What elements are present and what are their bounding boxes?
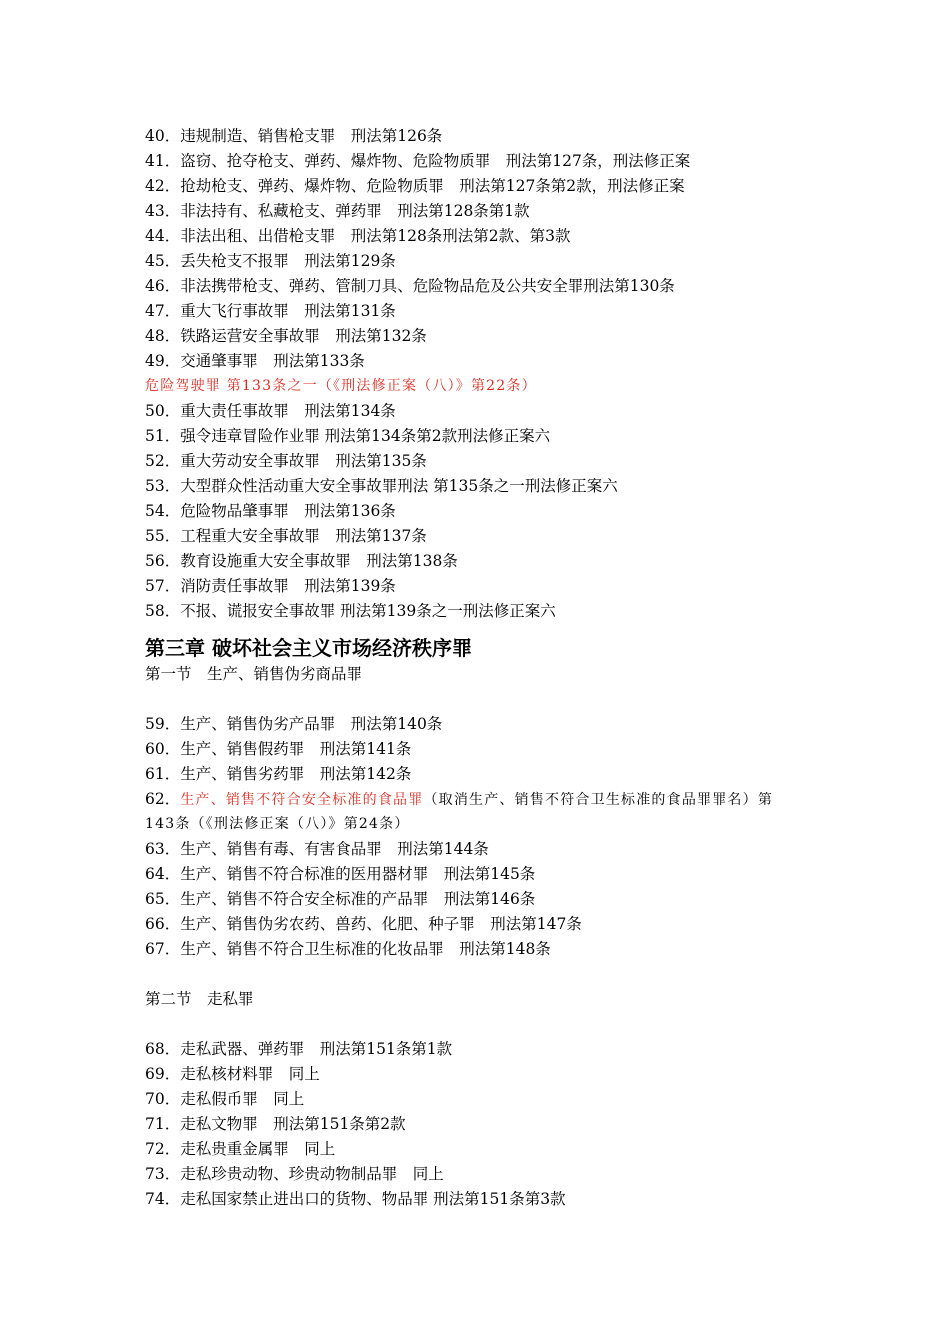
list-item-62-continuation: 143条（《刑法修正案（八）》第24条） (145, 816, 410, 832)
section-title: 第一节 生产、销售伪劣商品罪 (145, 665, 363, 683)
list-item: 49．交通肇事罪 刑法第133条 (145, 352, 365, 370)
section-title: 第二节 走私罪 (145, 990, 254, 1008)
list-item: 50．重大责任事故罪 刑法第134条 (145, 402, 396, 420)
list-item: 56．教育设施重大安全事故罪 刑法第138条 (145, 552, 458, 570)
list-item: 43．非法持有、私藏枪支、弹药罪 刑法第128条第1款 (145, 202, 530, 220)
chapter-title: 第三章 破坏社会主义市场经济秩序罪 (145, 636, 472, 660)
list-item: 58．不报、谎报安全事故罪 刑法第139条之一刑法修正案六 (145, 602, 556, 620)
list-item: 52．重大劳动安全事故罪 刑法第135条 (145, 452, 427, 470)
list-block-a (145, 124, 850, 374)
list-item: 64．生产、销售不符合标准的医用器材罪 刑法第145条 (145, 865, 536, 883)
list-item: 70．走私假币罪 同上 (145, 1090, 305, 1108)
list-item: 57．消防责任事故罪 刑法第139条 (145, 577, 396, 595)
list-item: 72．走私贵重金属罪 同上 (145, 1140, 336, 1158)
list-item: 40．违规制造、销售枪支罪 刑法第126条 (145, 127, 443, 145)
list-item: 48．铁路运营安全事故罪 刑法第132条 (145, 327, 427, 345)
list-item: 68．走私武器、弹药罪 刑法第151条第1款 (145, 1040, 453, 1058)
list-item: 42．抢劫枪支、弹药、爆炸物、危险物质罪 刑法第127条第2款，刑法修正案 (145, 177, 685, 195)
list-item: 54．危险物品肇事罪 刑法第136条 (145, 502, 396, 520)
list-item: 45．丢失枪支不报罪 刑法第129条 (145, 252, 396, 270)
list-block-d (145, 837, 850, 962)
list-item: 66．生产、销售伪劣农药、兽药、化肥、种子罪 刑法第147条 (145, 915, 582, 933)
list-item: 59．生产、销售伪劣产品罪 刑法第140条 (145, 715, 443, 733)
list-item: 47．重大飞行事故罪 刑法第131条 (145, 302, 396, 320)
list-item: 60．生产、销售假药罪 刑法第141条 (145, 740, 412, 758)
list-item-62 (145, 787, 850, 812)
spacer (145, 1012, 850, 1037)
spacer (145, 687, 850, 712)
spacer (145, 962, 850, 987)
list-item: 65．生产、销售不符合安全标准的产品罪 刑法第146条 (145, 890, 536, 908)
list-item: 74．走私国家禁止进出口的货物、物品罪 刑法第151条第3款 (145, 1190, 566, 1208)
item-rest-text: （取消生产、销售不符合卫生标准的食品罪罪名）第 (423, 792, 774, 808)
list-block-e (145, 1037, 850, 1212)
list-item: 44．非法出租、出借枪支罪 刑法第128条刑法第2款、第3款 (145, 227, 571, 245)
list-item: 67．生产、销售不符合卫生标准的化妆品罪 刑法第148条 (145, 940, 551, 958)
list-item: 69．走私核材料罪 同上 (145, 1065, 320, 1083)
item-red-text: 生产、销售不符合安全标准的食品罪 (180, 792, 424, 808)
list-item: 71．走私文物罪 刑法第151条第2款 (145, 1115, 406, 1133)
list-item: 73．走私珍贵动物、珍贵动物制品罪 同上 (145, 1165, 444, 1183)
list-item: 61．生产、销售劣药罪 刑法第142条 (145, 765, 412, 783)
list-item: 55．工程重大安全事故罪 刑法第137条 (145, 527, 427, 545)
list-item: 63．生产、销售有毒、有害食品罪 刑法第144条 (145, 840, 489, 858)
list-item: 46．非法携带枪支、弹药、管制刀具、危险物品危及公共安全罪刑法第130条 (145, 277, 675, 295)
list-item: 51．强令违章冒险作业罪 刑法第134条第2款刑法修正案六 (145, 427, 551, 445)
red-highlight-line: 危险驾驶罪 第133条之一（《刑法修正案（八）》第22条） (145, 378, 537, 394)
item-number: 62． (145, 790, 181, 808)
list-item: 41．盗窃、抢夺枪支、弹药、爆炸物、危险物质罪 刑法第127条，刑法修正案 (145, 152, 691, 170)
list-block-b (145, 399, 850, 624)
list-item: 53．大型群众性活动重大安全事故罪刑法 第135条之一刑法修正案六 (145, 477, 618, 495)
list-block-c (145, 712, 850, 787)
